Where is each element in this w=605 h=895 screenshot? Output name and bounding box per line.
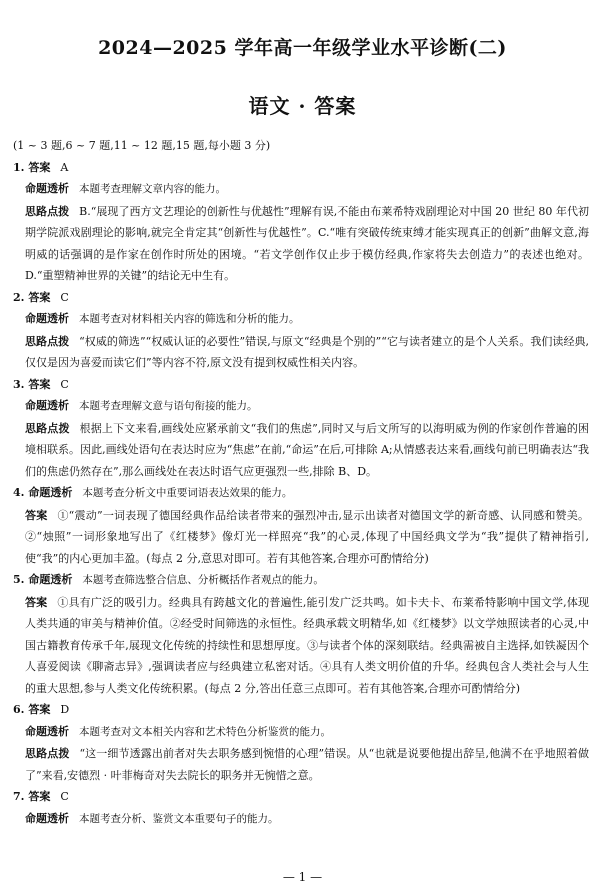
- minti-label: 命题透析: [25, 811, 69, 825]
- minti-text: 本题考查对文本相关内容和艺术特色分析鉴赏的能力。: [79, 725, 331, 738]
- question-7-label: 7. 答案: [13, 790, 51, 803]
- page-subtitle: 语文 · 答案: [248, 94, 357, 118]
- answer-content: [13, 135, 589, 830]
- question-1-label: 1. 答案: [13, 160, 51, 174]
- question-3-header: [13, 374, 589, 396]
- question-4-minti: 本题考查分析文中重要词语表达效果的能力。: [82, 487, 293, 499]
- question-1-header: [13, 157, 589, 179]
- silu-label: 思路点拨: [25, 334, 70, 348]
- question-5-label: 5. 命题透析: [13, 573, 73, 586]
- question-6-minti: [13, 721, 589, 744]
- silu-label: 思路点拨: [25, 421, 70, 435]
- page-title: 2024—2025 学年高一年级学业水平诊断(二): [98, 37, 507, 59]
- question-6-label: 6. 答案: [13, 703, 51, 716]
- silu-text: “这一细节透露出前者对失去职务感到惋惜的心理”错误。从“也就是说要他提出辞呈,他满不在乎地照着做了”来看,安德烈 · 叶菲梅奇对失去院长的职务并无惋惜之意。: [25, 747, 590, 782]
- daan-label: 答案: [25, 595, 48, 609]
- question-4-answer: [13, 505, 589, 570]
- question-4-label: 4. 命题透析: [13, 486, 73, 499]
- silu-text: B.“展现了西方文艺理论的创新性与优越性”理解有误,不能由布莱希特戏剧理论对中国 20 世纪 80 年代初期学院派戏剧理论的影响,就完全肯定其“创新性与优越性”。C.“唯有突破传统束缚才能实现真正的创新”曲解文意,海明威的话强调的是作家在创作时所处的困境。“若文学创作仅止步于模仿经典,作家将失去创造力”的表述也绝对。D.“重塑精神世界的关键”的结论无中生有。: [25, 204, 589, 282]
- question-7-minti: [13, 808, 589, 831]
- minti-text: 本题考查理解文意与语句衔接的能力。: [79, 400, 258, 412]
- daan-text: ①具有广泛的吸引力。经典具有跨越文化的普遍性,能引发广泛共鸣。如卡夫卡、布莱希特影响中国文学,体现人类共通的审美与精神价值。②经受时间筛选的永恒性。经典承载文明精华,如《红楼梦》以文学烛照读者的心灵,中国古籍教育传承千年,展现文化传统的持续性和思想厚度。③与读者个体的深刻联结。经典需被自主选择,如铁凝因个人喜爱阅读《聊斋志异》,强调读者应与经典建立私密对话。④具有人类文明价值的升华。经典包含人类社会与人生的重大思想,参与人类文化传统积累。(每点 2 分,答出任意三点即可。若有其他答案,合理亦可酌情给分): [25, 595, 589, 695]
- question-7-header: [13, 786, 589, 808]
- minti-text: 本题考查分析、鉴赏文本重要句子的能力。: [79, 812, 279, 825]
- question-5-header: [13, 569, 589, 592]
- question-6-header: [13, 699, 589, 721]
- daan-text: ①“震动”一词表现了德国经典作品给读者带来的强烈冲击,显示出读者对德国文学的新奇感、认同感和赞美。②“烛照”一词形象地写出了《红楼梦》像灯光一样照亮“我”的心灵,体现了中国经典文学为“我”提供了精神指引,使“我”的内心更加丰盈。(每点 2 分,意思对即可。若有其他答案,合理亦可酌情给分): [25, 508, 589, 565]
- question-1-silu: [13, 201, 589, 287]
- minti-label: 命题透析: [25, 182, 69, 195]
- question-5-answer: [13, 592, 589, 700]
- question-3-answer: C: [60, 377, 69, 391]
- question-2-answer: C: [60, 290, 69, 304]
- silu-text: “权威的筛选”“权威认证的必要性”错误,与原文“经典是个别的”“它与读者建立的是个人关系。我们读经典,仅仅是因为喜爱而读它们”等内容不符,原文没有提到权威性相关内容。: [25, 334, 590, 369]
- question-1-answer: A: [60, 160, 69, 174]
- minti-label: 命题透析: [25, 312, 69, 325]
- scoring-note: (1 ~ 3 题,6 ~ 7 题,11 ~ 12 题,15 题,每小题 3 分): [13, 139, 271, 152]
- question-3-silu: [13, 418, 589, 483]
- question-6-silu: [13, 743, 589, 786]
- silu-label: 思路点拨: [25, 204, 70, 218]
- question-3-minti: [13, 395, 589, 418]
- question-2-header: [13, 287, 589, 309]
- question-2-silu: [13, 331, 589, 374]
- page-number: — 1 —: [282, 870, 323, 884]
- silu-text: 根据上下文来看,画线处应紧承前文“我们的焦虑”,同时又与后文所写的以海明威为例的作家创作普遍的困境相联系。因此,画线处语句在表达时应为“焦虑”在前,“命运”在后,可排除 A;从情感表达来看,画线句前已明确表达“我们的焦虑仍然存在”,那么画线处在表达时语气应更强烈一些,排除 B、D。: [25, 421, 589, 478]
- question-2-label: 2. 答案: [13, 290, 51, 304]
- question-6-answer: D: [60, 703, 70, 716]
- question-1-minti: [13, 178, 589, 201]
- daan-label: 答案: [25, 508, 48, 522]
- minti-label: 命题透析: [25, 724, 69, 738]
- question-5-minti: 本题考查筛选整合信息、分析概括作者观点的能力。: [82, 574, 324, 586]
- question-3-label: 3. 答案: [13, 377, 51, 391]
- minti-text: 本题考查对材料相关内容的筛选和分析的能力。: [79, 313, 300, 325]
- question-2-minti: [13, 308, 589, 331]
- minti-text: 本题考查理解文章内容的能力。: [79, 183, 226, 195]
- question-4-header: [13, 482, 589, 505]
- question-7-answer: C: [60, 790, 69, 803]
- minti-label: 命题透析: [25, 399, 69, 412]
- silu-label: 思路点拨: [25, 747, 70, 760]
